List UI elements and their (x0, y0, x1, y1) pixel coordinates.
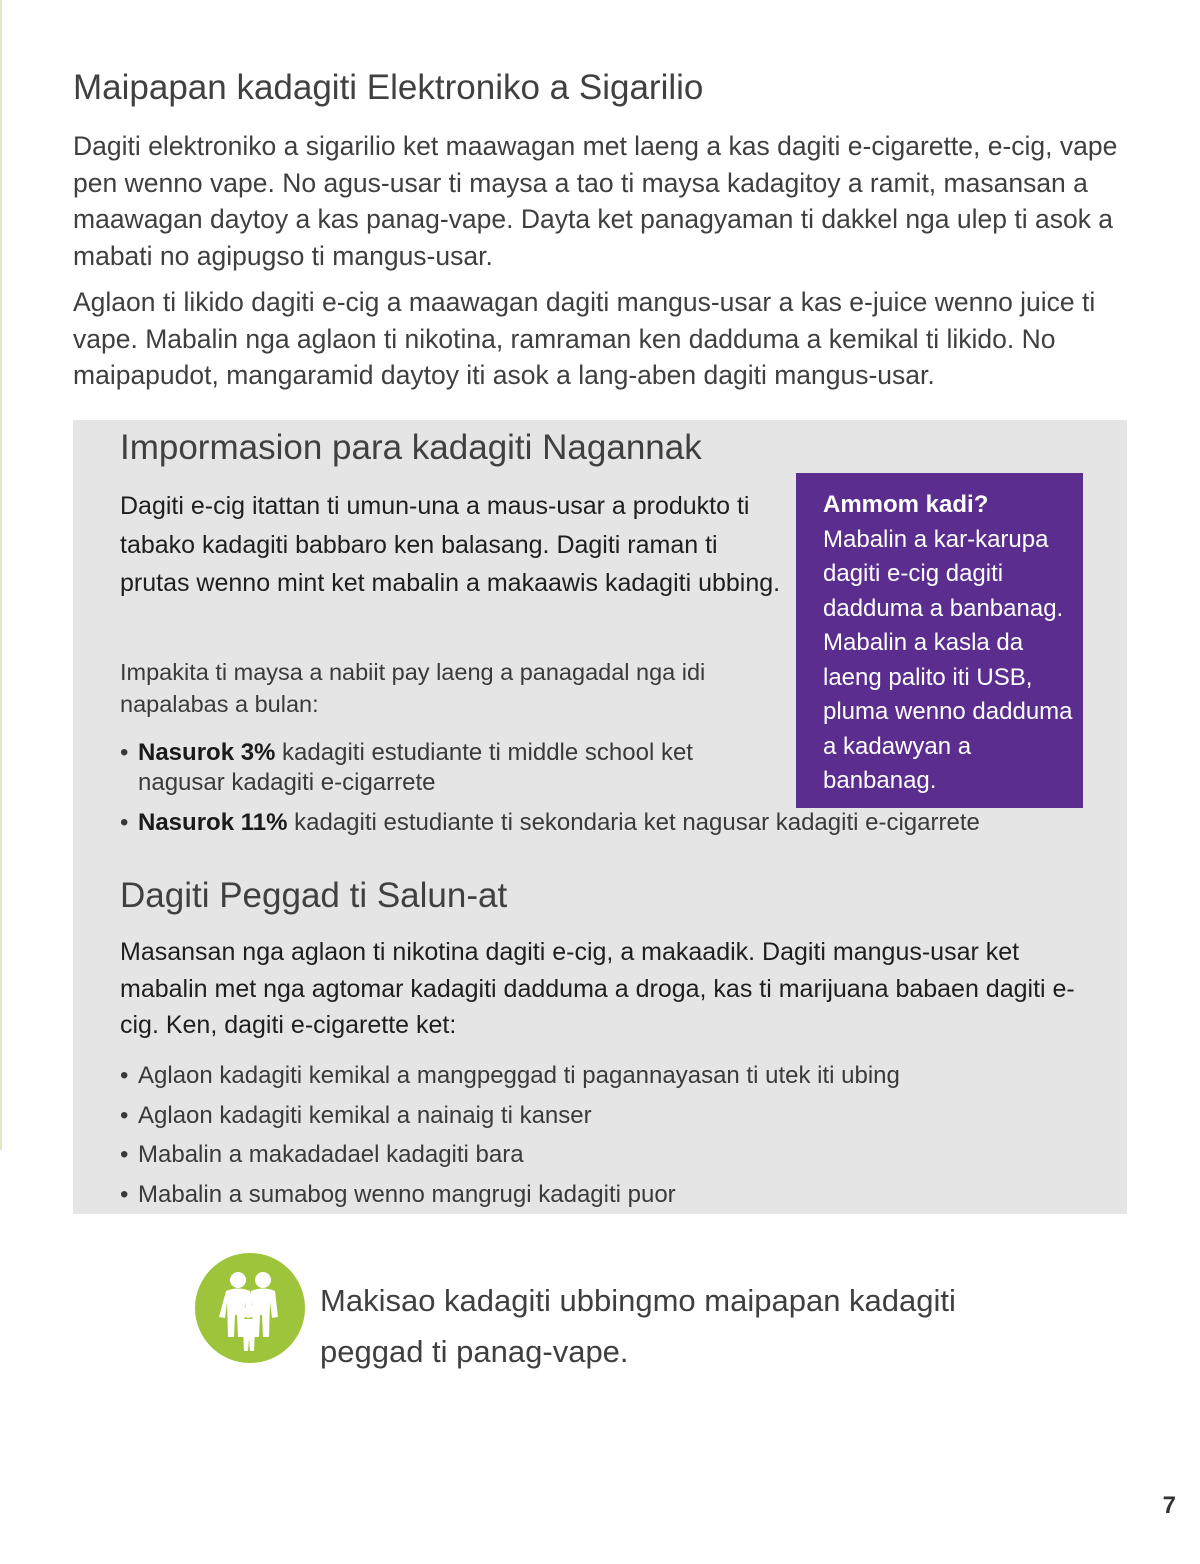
risk-text: Aglaon kadagiti kemikal a nainaig ti kanser (138, 1101, 592, 1129)
stat-item (120, 738, 750, 798)
bullet: • (120, 1180, 129, 1208)
stat-highlight: Nasurok 11% (138, 809, 288, 836)
page-title: Maipapan kadagiti Elektroniko a Sigarilio (73, 68, 704, 107)
risk-text: Mabalin a makadadael kadagiti bara (138, 1141, 524, 1168)
stat-text: kadagiti estudiante ti sekondaria ket nagusar kadagiti e-cigarrete (287, 809, 980, 836)
stat-highlight: Nasurok 3% (138, 739, 276, 766)
bullet: • (120, 1101, 129, 1129)
list-item (120, 1135, 900, 1175)
parents-heading: Impormasion para kadagiti Nagannak (120, 428, 702, 467)
list-item (120, 1096, 900, 1136)
did-you-know-box (796, 473, 1083, 808)
stat-text: kadagiti estudiante ti middle school ket nagusar kadagiti e-cigarrete (138, 739, 693, 796)
did-you-know-title: Ammom kadi? (823, 491, 989, 518)
did-you-know-text: Mabalin a kar-karupa dagiti e-cig dagiti dadduma a banbanag. Mabalin a kasla da laeng palito iti USB, pluma wenno dadduma a kadawyan a banbanag. (823, 525, 1073, 794)
parents-paragraph: Dagiti e-cig itattan ti umun-una a maus-usar a produkto ti tabako kadagiti babbaro ken balasang. Dagiti raman ti prutas wenno mint ket mabalin a makaawis kadagiti ubbing. (120, 492, 781, 597)
bullet: • (120, 1141, 129, 1168)
health-heading: Dagiti Peggad ti Salun-at (120, 876, 508, 915)
stat-item (120, 808, 1080, 838)
list-item (120, 1056, 900, 1096)
list-item (120, 1175, 900, 1215)
bullet: • (120, 809, 129, 836)
intro-section (73, 128, 1133, 404)
survey-intro: Impakita ti maysa a nabiit pay laeng a panagadal nga idi napalabas a bulan: (120, 659, 706, 717)
intro-paragraph: Dagiti elektroniko a sigarilio ket maawagan met laeng a kas dagiti e-cigarette, e-cig, vape pen wenno vape. No agus-usar ti maysa a tao ti maysa kadagitoy a ramit, masansan a maawagan daytoy a kas panag-vape. Dayta ket panagyaman ti dakkel nga ulep ti asok a mabati no agipugso ti mangus-usar. (73, 131, 1118, 271)
call-to-action-text: Makisao kadagiti ubbingmo maipapan kadagiti peggad ti panag-vape. (320, 1283, 956, 1369)
risk-text: Mabalin a sumabog wenno mangrugi kadagiti puor (138, 1180, 676, 1208)
risk-text: Aglaon kadagiti kemikal a mangpeggad ti pagannayasan ti utek iti ubing (138, 1062, 900, 1089)
page-number: 7 (1162, 1492, 1176, 1519)
health-paragraph: Masansan nga aglaon ti nikotina dagiti e-cig, a makaadik. Dagiti mangus-usar ket mabalin met nga agtomar kadagiti dadduma a droga, kas ti marijuana babaen dagiti e-cig. Ken, dagiti e-cigarette ket: (120, 938, 1075, 1039)
risk-list (120, 1056, 900, 1214)
bullet: • (120, 1062, 129, 1089)
page-edge-line (0, 0, 2, 1150)
intro-paragraph: Aglaon ti likido dagiti e-cig a maawagan dagiti mangus-usar a kas e-juice wenno juice ti vape. Mabalin nga aglaon ti nikotina, ramraman ken dadduma a kemikal ti likido. No maipapudot, mangaramid daytoy iti asok a lang-aben dagiti mangus-usar. (73, 287, 1096, 390)
bullet: • (120, 739, 129, 766)
family-icon (195, 1253, 305, 1363)
